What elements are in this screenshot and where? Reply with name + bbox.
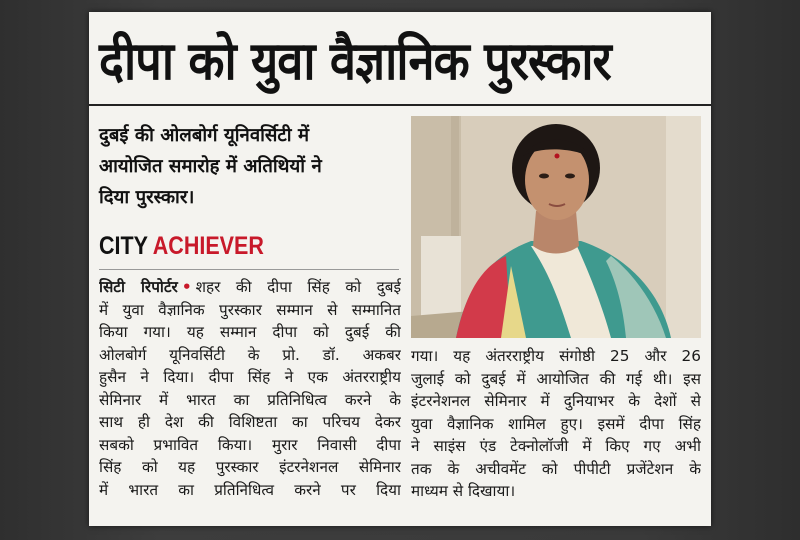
article-line: सबको प्रभावित किया। मुरार निवासी दीपा (99, 435, 401, 454)
article-line: में युवा वैज्ञानिक पुरस्कार सम्मान से सम्मानित (99, 300, 401, 319)
article-line: ने साइंस एंड टेक्नोलॉजी में किए गए अभी (411, 437, 701, 455)
article-line: जुलाई को दुबई में आयोजित की गई थी। इस (411, 369, 701, 388)
article-line: युवा वैज्ञानिक शामिल हुए। इसमें दीपा सिंह (411, 414, 701, 433)
subhead-line: आयोजित समारोह में अतिथियों ने (99, 156, 322, 177)
article-line: हुसैन ने दिया। दीपा सिंह ने एक अंतरराष्ट्रीय (99, 368, 401, 386)
article-line: में भारत का प्रतिनिधित्व करने पर दिया (99, 480, 401, 499)
section-label-city: CITY (99, 232, 148, 260)
article-line: साथ ही देश की विशिष्टता का परिचय देकर (99, 413, 401, 431)
article-column-1 (99, 276, 401, 501)
article-line: माध्यम से दिखाया। (411, 482, 516, 500)
article-column-2 (411, 345, 701, 503)
article-line: किया गया। यह सम्मान दीपा को दुबई की (99, 323, 401, 341)
subheadline (99, 120, 399, 213)
portrait-photo (411, 116, 701, 338)
headline: दीपा को युवा वैज्ञानिक पुरस्कार (99, 30, 611, 93)
section-label (99, 226, 264, 266)
newspaper-clipping (89, 12, 711, 526)
article-line: सिंह को यह पुरस्कार इंटरनेशनल सेमिनार (99, 458, 401, 476)
article-line: सेमिनार में भारत का प्रतिनिधित्व करने के (99, 390, 401, 409)
article-line: गया। यह अंतरराष्ट्रीय संगोष्ठी 25 और 26 (411, 347, 701, 365)
subhead-line: दिया पुरस्कार। (99, 187, 195, 208)
byline: सिटी रिपोर्टर (99, 278, 178, 296)
woman-portrait-icon (411, 116, 701, 338)
article-line: तक के अचीवमेंट को पीपीटी प्रजेंटेशन के (411, 459, 701, 478)
subhead-line: दुबई की ओलबोर्ग यूनिवर्सिटी में (99, 125, 310, 146)
bullet-icon: • (181, 278, 192, 296)
section-rule (99, 269, 399, 270)
headline-rule (89, 104, 711, 106)
article-line: सिटी रिपोर्टर • शहर की दीपा सिंह को दुबई (99, 278, 401, 296)
section-label-achiever: ACHIEVER (152, 232, 264, 260)
article-line: इंटरनेशनल सेमिनार में दुनियाभर के देशों से (411, 392, 701, 410)
article-line: ओलबोर्ग यूनिवर्सिटी के प्रो. डॉ. अकबर (99, 345, 401, 364)
